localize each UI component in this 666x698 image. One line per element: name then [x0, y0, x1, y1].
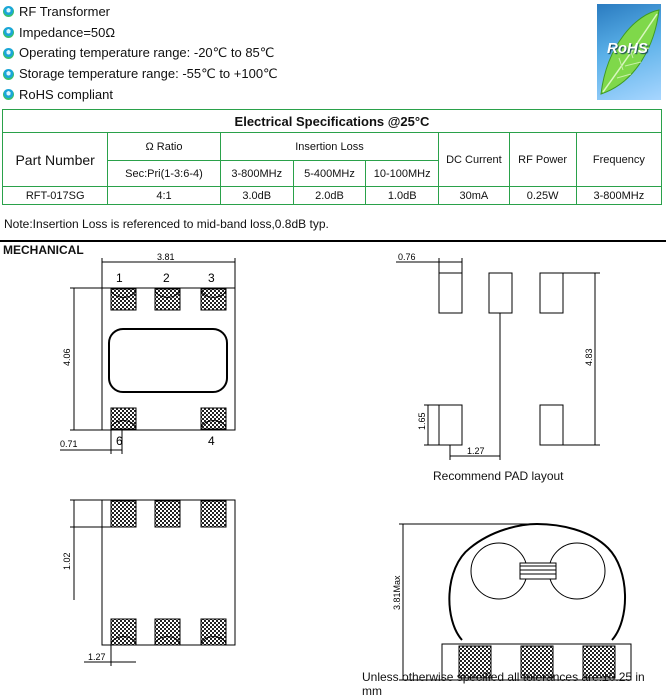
dim-height: 4.06 [62, 348, 72, 366]
dim-top-width: 3.81 [157, 252, 175, 262]
dim-side-height: 3.81Max [392, 575, 402, 610]
mechanical-title: MECHANICAL [3, 243, 84, 257]
ratio-subheader: Sec:Pri(1-3:6-4) [108, 161, 220, 187]
top-view-window [109, 329, 227, 392]
dc-current-cell: 30mA [439, 187, 509, 205]
feature-text: Storage temperature range: -55℃ to +100℃ [19, 66, 278, 81]
rohs-label: RoHS [607, 40, 648, 57]
dim-pad-height: 1.65 [417, 412, 427, 430]
frequency-cell: 3-800MHz [576, 187, 661, 205]
pin-6-label: 6 [116, 434, 123, 448]
il-cell-2: 2.0dB [293, 187, 365, 205]
feature-text: RoHS compliant [19, 87, 113, 102]
pin-4-label: 4 [208, 434, 215, 448]
feature-text: Impedance=50Ω [19, 25, 116, 40]
ratio-header: Ω Ratio [108, 133, 220, 161]
dim-bottom-height: 1.02 [62, 552, 72, 570]
il-subheader-1: 3-800MHz [220, 161, 293, 187]
il-subheader-3: 10-100MHz [366, 161, 439, 187]
dim-pad-width: 0.76 [398, 252, 416, 262]
part-number-cell: RFT-017SG [3, 187, 108, 205]
il-cell-3: 1.0dB [366, 187, 439, 205]
il-subheader-2: 5-400MHz [293, 161, 365, 187]
ratio-cell: 4:1 [108, 187, 220, 205]
dim-bottom-width: 1.27 [88, 652, 106, 662]
feature-text: Operating temperature range: -20℃ to 85℃ [19, 45, 275, 60]
pin-2-label: 2 [163, 271, 170, 285]
dim-pad-span: 4.83 [584, 348, 594, 366]
frequency-header: Frequency [576, 133, 661, 187]
side-view [399, 524, 631, 680]
top-view [60, 258, 235, 454]
tolerance-note: Unless otherwise specified all tolerances are:±0.25 in mm [362, 670, 645, 698]
il-cell-1: 3.0dB [220, 187, 293, 205]
rf-power-cell: 0.25W [509, 187, 576, 205]
bottom-view [70, 500, 235, 666]
pin-1-label: 1 [116, 271, 123, 285]
pin-3-label: 3 [208, 271, 215, 285]
dim-pad-offset: 0.71 [60, 439, 78, 449]
feature-text: RF Transformer [19, 4, 111, 19]
insertion-loss-note: Note:Insertion Loss is referenced to mid-band loss,0.8dB typ. [4, 217, 329, 231]
rf-power-header: RF Power [509, 133, 576, 187]
part-number-header: Part Number [3, 133, 108, 187]
dc-current-header: DC Current [439, 133, 509, 187]
table-title: Electrical Specifications @25°C [3, 110, 662, 133]
insertion-loss-header: Insertion Loss [220, 133, 439, 161]
dim-pad-pitch: 1.27 [467, 446, 485, 456]
pad-layout-caption: Recommend PAD layout [433, 469, 564, 483]
